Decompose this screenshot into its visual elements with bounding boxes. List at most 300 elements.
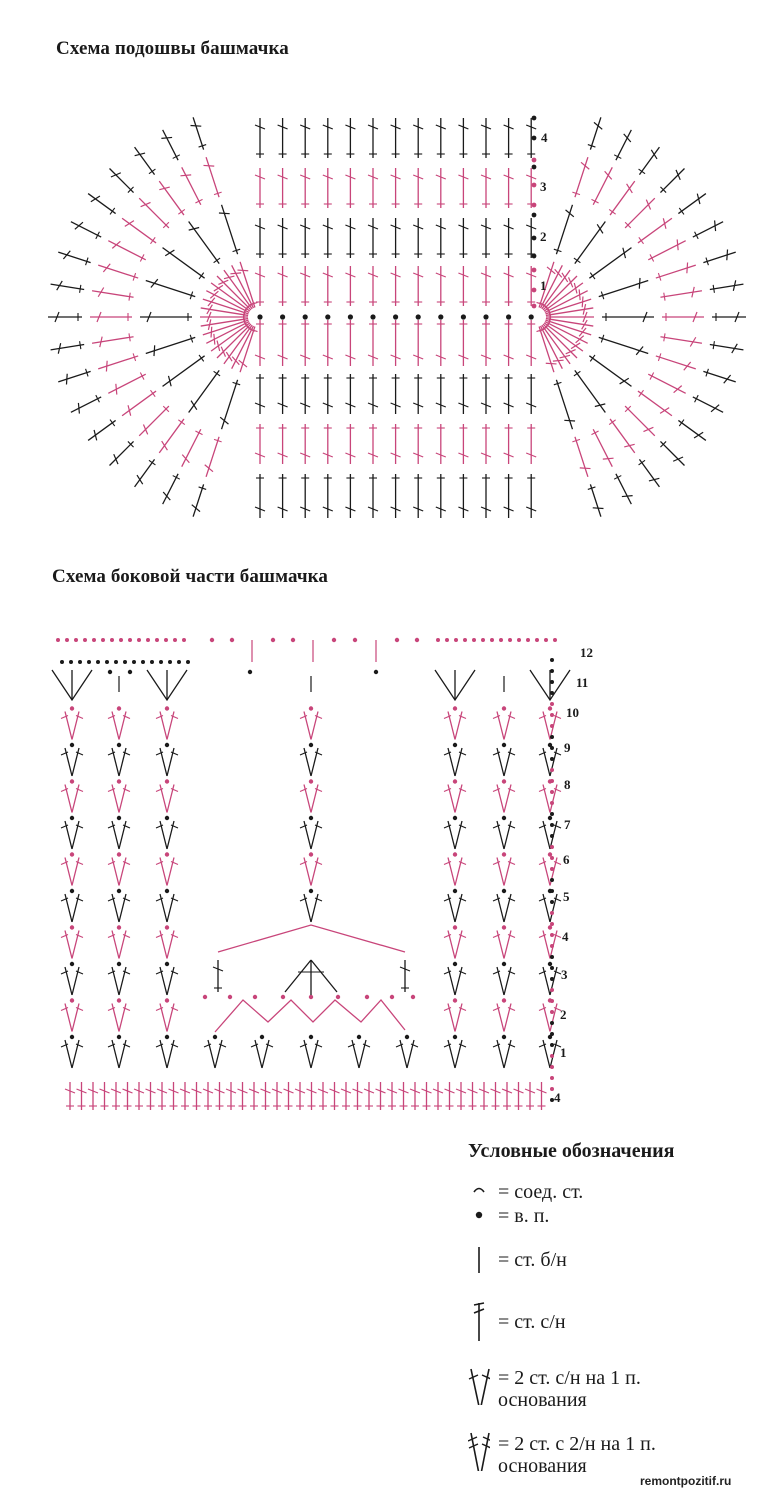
dc-symbol [537,1082,547,1110]
dc-symbol [572,157,589,197]
v-stitch [444,852,466,885]
chain-dot [453,1035,457,1039]
v-stitch [444,1035,466,1068]
dc-base [80,341,81,349]
v-right [72,967,79,995]
dc-symbol [51,341,85,353]
dc-bar [141,202,151,206]
dc-symbol [413,374,423,414]
v-left [497,748,504,776]
dc-symbol [300,424,310,464]
chain-dot [164,638,168,642]
dc-symbol [345,266,355,306]
v-stitch [108,925,130,958]
v-stitch [444,925,466,958]
dc-symbol [639,459,660,487]
chain-dot [60,660,64,664]
dc-symbol [514,1082,524,1110]
chain-dot [390,995,394,999]
chain-dot [280,314,285,319]
dc-symbol [169,1082,179,1110]
side-row-number: 12 [580,645,593,660]
dc-symbol [526,424,536,464]
v-right [119,821,126,849]
v-right [455,967,462,995]
dc-symbol [323,474,333,518]
dc-stem [638,391,672,416]
chain-dot [101,638,105,642]
dc-stem [660,169,684,193]
dc-stem [648,374,685,393]
v-stitch [61,816,83,849]
dc-symbol [660,169,684,193]
chain-dot [544,638,548,642]
dc-bar [636,347,643,355]
v-stitch [108,962,130,995]
chain-dot [165,998,169,1002]
legend-title: Условные обозначения [468,1140,675,1162]
v-right [455,748,462,776]
dc-symbol [546,296,592,316]
dc-symbol [90,312,132,322]
side-row-number: 1 [560,1045,567,1060]
dc-stem [182,167,201,204]
sole-row-numbers [540,130,548,293]
dc-base [679,420,684,426]
dc-base [590,355,595,361]
dc-bar [646,200,650,210]
v-left [112,894,119,922]
v-stitch [539,998,561,1031]
chain-dot [506,314,511,319]
v-left [65,967,72,995]
dc-stem [590,484,601,516]
v-left [448,1004,455,1032]
dc-symbol [504,424,514,464]
two-tr-one-base-icon [468,1431,490,1471]
dc-stem [710,345,744,350]
dc-stem [610,419,635,453]
chain-dot [453,889,457,893]
legend-item-double-crochet [468,1301,728,1365]
dc-symbol [413,424,423,464]
chain-dot [502,816,506,820]
dc-bar [594,122,602,129]
legend-text: = ст. с/н [498,1311,566,1333]
v-left [497,967,504,995]
dc-symbol [134,1082,144,1110]
chain-dot [87,660,91,664]
chain-dot [56,638,60,642]
chain-dot [453,998,457,1002]
dc-symbol [255,320,265,366]
v-stitch [156,816,178,849]
dc-symbol [458,118,468,158]
dc-symbol [163,355,205,386]
dc-symbol [88,420,116,441]
v-right [455,894,462,922]
v-stitch [108,816,130,849]
dc-stem [146,281,195,297]
dc-stem [146,337,195,353]
chain-dot [550,1043,554,1047]
dc-symbol [391,218,401,258]
dc-bar [205,465,213,472]
chain-dot [165,1035,169,1039]
dc-symbol [88,194,116,215]
v-stitch [539,925,561,958]
dc-symbol [413,218,423,258]
dc-symbol [572,437,590,477]
v-stitch [61,962,83,995]
dc-stem [189,222,220,264]
chain-dot [309,816,313,820]
dc-stem [648,241,685,260]
chain-dot [415,638,419,642]
chain-dot [165,925,169,929]
chain-dot [453,962,457,966]
dc-symbol [602,312,654,322]
dc-bar [547,267,555,274]
dc-stem [163,356,205,387]
dc-symbol [391,168,401,208]
dc-symbol [135,147,156,175]
v-stitch [493,1035,515,1068]
v-right [119,967,126,995]
chain-dot [74,638,78,642]
dc-stem [193,117,204,149]
chain-dot [173,638,177,642]
dc-symbol [481,118,491,158]
dc-symbol [554,205,574,254]
chain-icon [468,1207,490,1247]
dc-symbol [219,205,240,254]
chain-dot [548,816,552,820]
dc-stem [575,222,606,264]
v-left [448,712,455,740]
dc-symbol [660,287,701,301]
v-stitch [156,706,178,739]
v-left [543,712,550,740]
chain-dot [550,867,554,871]
v-right [504,1004,511,1032]
side-row-number: 9 [564,740,571,755]
chain-dot [117,743,121,747]
chain-dot [550,801,554,805]
v-stitch [493,962,515,995]
v-right [550,894,557,922]
dc-stem [163,248,205,279]
v-right [262,1040,269,1068]
v-right [359,1040,366,1068]
v-right [72,931,79,959]
v-left [160,1040,167,1068]
dc-base [639,237,644,243]
v-right [72,712,79,740]
chain-dot [110,638,114,642]
dc-symbol [588,484,604,516]
dc-symbol [656,262,696,280]
dc-symbol [189,370,220,412]
chain-dot [348,314,353,319]
v-stitch [156,962,178,995]
chain-dot [165,889,169,893]
chain-dot [137,638,141,642]
dc-symbol [180,167,202,204]
dc-base [574,258,580,263]
chain-dot [117,779,121,783]
chain-dot [550,1032,554,1036]
dc-symbol [614,130,631,160]
dc-base [214,371,220,376]
chain-dot [517,638,521,642]
dc-bar [66,374,67,385]
side-row-number: 3 [561,967,568,982]
dc-bar [143,424,147,434]
chain-dot [117,1035,121,1039]
v-stitch [108,889,130,922]
dc-base [150,390,155,396]
dc-symbol [330,1082,340,1110]
v-stitch [300,779,322,812]
dc-symbol [588,117,602,149]
dc-symbol [51,281,85,293]
v-left [65,821,72,849]
chain-dot [535,638,539,642]
dc-symbol [609,181,635,215]
v-stitch [204,1035,226,1068]
v-right [167,712,174,740]
v-right [311,894,318,922]
dc-symbol [399,1082,409,1110]
dc-symbol [300,320,310,366]
v-stitch [539,889,561,922]
v-stitch [61,889,83,922]
chain-dot [532,165,537,170]
chain-dot [548,925,552,929]
dc-symbol [504,168,514,208]
chain-dot [117,852,121,856]
chain-dot [105,660,109,664]
dc-stem [593,429,612,466]
v-left [352,1040,359,1068]
dc-symbol [300,374,310,414]
chain-dot [550,658,554,662]
dc-symbol [413,266,423,306]
chain-dot [550,669,554,673]
dc-symbol [77,1082,87,1110]
dc-symbol [146,1082,156,1110]
dc-symbol [108,241,145,262]
chain-dot [548,962,552,966]
v-right [167,785,174,813]
dc-bar [237,270,248,271]
legend-text: = соед. ст. [498,1181,584,1203]
v-right [72,821,79,849]
legend-text-line: основания [498,1389,587,1411]
dc-base [199,355,204,361]
dc-symbol [139,198,169,228]
dc-bar [103,264,110,272]
dc-symbol [368,374,378,414]
chain-dot [532,183,537,188]
watermark: remontpozitif.ru [640,1474,732,1488]
dc-symbol [479,1082,489,1110]
dc-bar [603,458,614,459]
dc-stem [678,420,706,440]
chain-dot [550,768,554,772]
dc-bar [210,291,218,298]
dc-stem [660,291,701,298]
v-stitch [493,743,515,776]
dc-symbol [410,1082,420,1110]
v-stitch [61,706,83,739]
v-right [119,931,126,959]
chain-dot [453,779,457,783]
dc-bar [724,375,731,383]
dc-bar [674,386,682,393]
v-stitch [493,816,515,849]
chain-dot [325,314,330,319]
dc-symbol [368,168,378,208]
legend-text: = в. п. [498,1205,550,1227]
dc-stem [625,406,655,436]
dc-symbol [278,118,288,158]
dc-symbol [422,1082,432,1110]
v-left [304,821,311,849]
dc-symbol [458,168,468,208]
dc-symbol [368,218,378,258]
dc-stem [182,429,201,466]
chain-dot [550,823,554,827]
dc-stem [638,218,672,243]
dc-symbol [614,474,632,504]
dc-symbol [300,168,310,208]
v-stitch [156,925,178,958]
dc-base [80,285,81,293]
chain-dot [550,889,554,893]
v-right [504,712,511,740]
v-left [543,931,550,959]
v-right [504,1040,511,1068]
v-stitch [444,743,466,776]
dc-stem [189,370,220,412]
dc-symbol [481,168,491,208]
dc-stem [589,356,631,387]
v-right [550,785,557,813]
dc-bar [569,277,573,287]
chain-dot [454,638,458,642]
dc-stem [703,371,735,382]
dc-symbol [323,168,333,208]
v-left [497,894,504,922]
dc-stem [122,391,156,416]
chain-dot [483,314,488,319]
dc-bar [684,362,691,370]
dc-base [609,209,615,214]
chain-dot [550,966,554,970]
v-left [112,712,119,740]
legend-item-single-crochet [468,1245,728,1301]
dc-base [178,209,184,214]
dc-symbol [255,374,265,414]
dc-stem [222,380,238,429]
chain-dot [309,743,313,747]
v-left [65,748,72,776]
dc-symbol [92,333,133,347]
dc-symbol [710,341,744,353]
chain-dot [445,638,449,642]
dc-bar [673,457,683,461]
v-right [119,1004,126,1032]
dc-stem [656,265,696,278]
dc-stem [575,437,588,477]
dc-symbol [189,222,220,264]
chain-dot [502,889,506,893]
chain-dot [228,995,232,999]
dc-bar [230,273,241,274]
v-stitch [444,889,466,922]
v-stitch [108,779,130,812]
chain-dot [550,724,554,728]
chain-dot [550,856,554,860]
chain-dot [374,670,378,674]
dc-bar [220,417,228,424]
dc-symbol [638,218,672,244]
v-stitch [348,1035,370,1068]
v-stitch [300,743,322,776]
dc-stem [98,356,138,369]
dc-symbol [182,429,203,466]
dc-symbol [639,147,660,175]
chain-dot [168,660,172,664]
dc-symbol [413,474,423,518]
v-left [160,858,167,886]
dc-symbol [122,218,156,244]
v-stitch [539,706,561,739]
dc-symbol [433,1082,443,1110]
dc-symbol [159,419,185,453]
chain-dot [336,995,340,999]
dc-symbol [110,169,134,193]
dc-symbol [491,1082,501,1110]
chain-dot [365,995,369,999]
dc-base [639,169,645,174]
v-left [497,712,504,740]
dc-symbol [458,320,468,366]
v-right [311,821,318,849]
v-right [167,931,174,959]
dc-symbol [436,474,446,518]
v-left [448,1040,455,1068]
dc-bar [566,210,574,217]
dc-symbol [58,251,90,265]
v-stitch [493,706,515,739]
v-left [304,712,311,740]
chain-dot [532,136,537,141]
chain-dot [281,995,285,999]
double-crochet-icon [468,1301,490,1341]
side-row-number: 7 [564,817,571,832]
dc-symbol [693,395,723,412]
chain-dot [463,638,467,642]
chain-dot [532,236,537,241]
chain-dot [532,158,537,163]
v-right [311,712,318,740]
dc-bar [214,334,215,345]
dc-base [110,208,115,214]
v-left [160,931,167,959]
